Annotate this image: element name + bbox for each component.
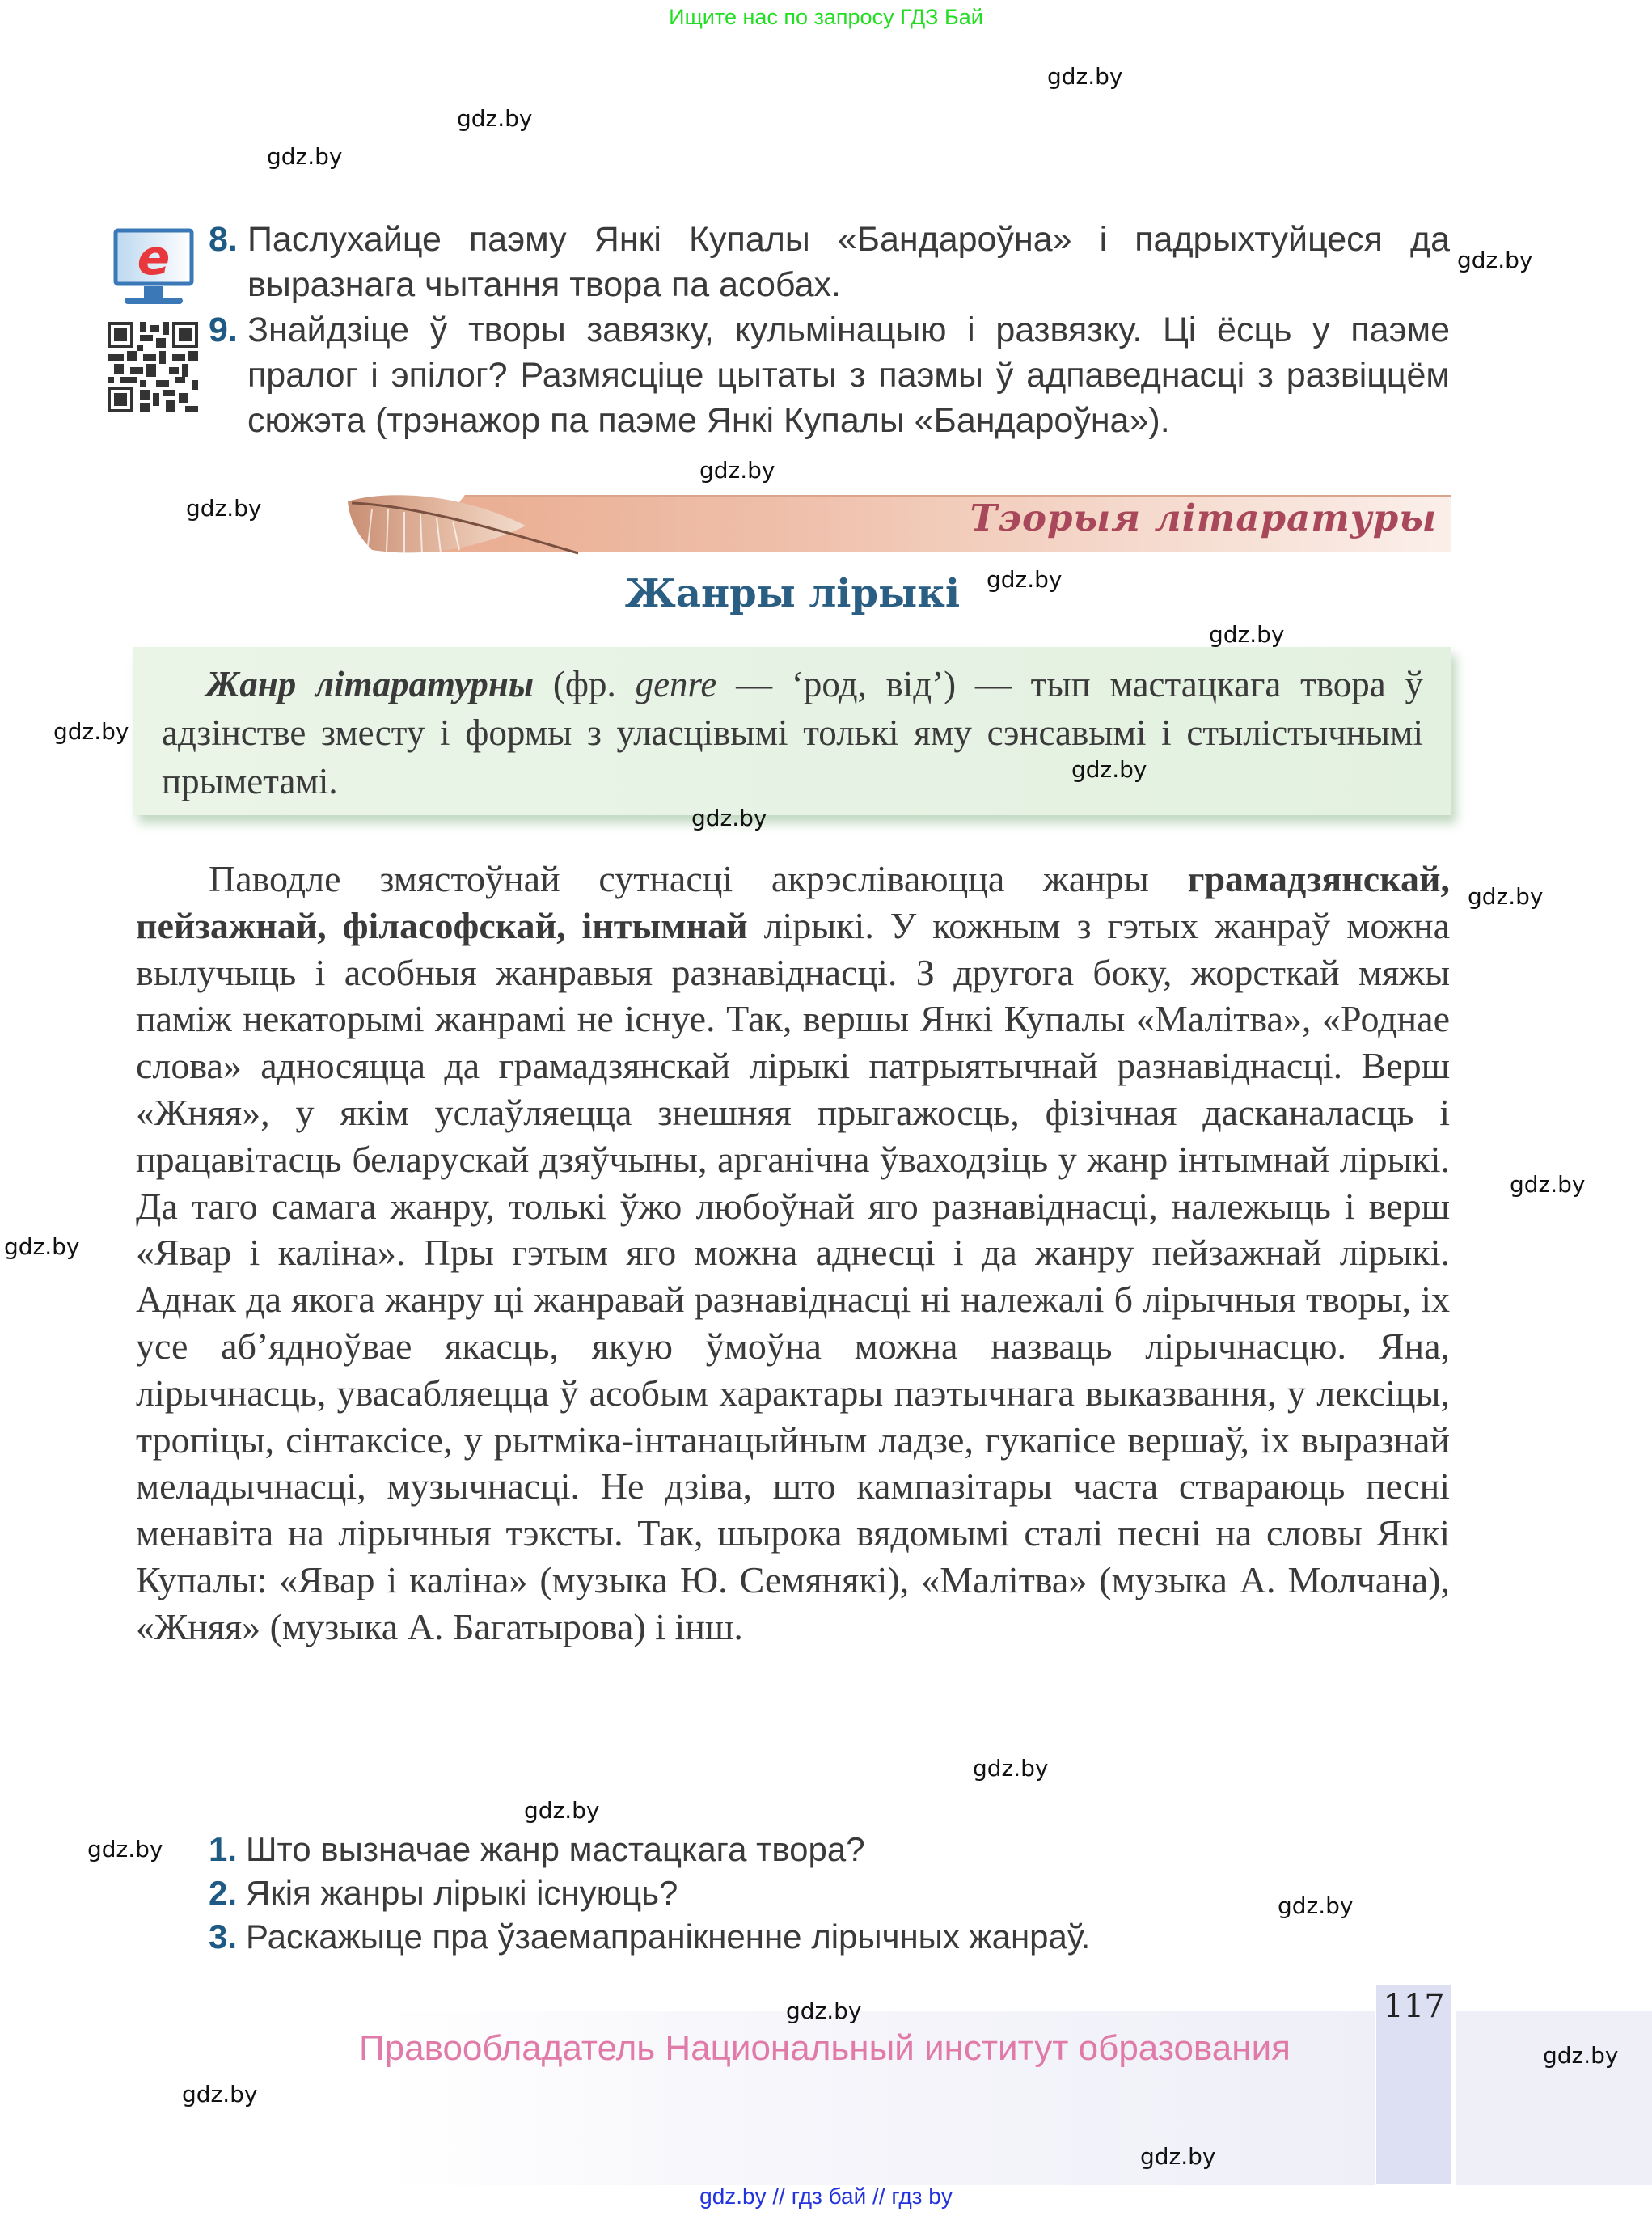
site-links[interactable]: gdz.by // гдз бай // гдз by — [699, 2184, 953, 2209]
copyright-notice: Правообладатель Национальный институт образования — [359, 2028, 1291, 2068]
watermark: gdz.by — [1209, 621, 1285, 648]
questions-list — [209, 1828, 1090, 1959]
definition-rest: — ‘род, від’) — тып мастацкага твора ў адзінстве зместу і формы з уласцівымі толькі яму сэнсавымі і стылістычнымі прыметамі. — [162, 664, 1424, 801]
page-number-tab — [1376, 1985, 1451, 2184]
task-number: 8. — [209, 220, 238, 259]
task-item — [209, 307, 1450, 443]
search-hint-banner: Ищите нас по запросу ГДЗ Бай — [669, 5, 983, 29]
watermark: gdz.by — [973, 1755, 1049, 1782]
watermark: gdz.by — [53, 718, 129, 745]
watermark: gdz.by — [524, 1797, 600, 1824]
definition-part: (фр. — [534, 664, 636, 704]
watermark: gdz.by — [1047, 63, 1123, 90]
watermark: gdz.by — [699, 457, 775, 484]
question-text: Што вызначае жанр мастацкага твора? — [246, 1830, 865, 1868]
task-item — [209, 217, 1450, 307]
watermark: gdz.by — [1468, 883, 1544, 910]
watermark: gdz.by — [182, 2081, 258, 2108]
question-number: 2. — [209, 1874, 238, 1912]
watermark: gdz.by — [1140, 2143, 1216, 2170]
watermark: gdz.by — [691, 805, 767, 831]
question-number: 1. — [209, 1830, 238, 1868]
body-rest: лірыкі. У кожным з гэтых жанраў можна вылучыць і асобныя жанравыя разнавіднасці. З другога боку, жорсткай мяжы паміж некаторымі жанрамі не існуе. Так, вершы Янкі Купалы «Малітва», «Роднае слова» адносяцца да грамадзянскай лірыкі патрыятычнай разнавіднасці. Верш «Жняя», у якім услаўляецца знешняя прыгажосць, фізічная дасканаласць і працавітасць беларускай дзяўчыны, арганічна ўваходзіць у жанр інтымнай лірыкі. Да таго самага жанру, толькі ўжо любоўнай яго разнавіднасці, належыць і верш «Явар і каліна». Пры гэтым яго можна аднесці і да жанру пейзажнай лірыкі. Аднак да якога жанру ці жанравай разнавіднасці ні належалі б лірычныя творы, іх усе аб’ядноўвае якасць, якую ўмоўна можна назваць лірычнасцю. Яна, лірычнасць, увасабляецца ў асобым характары паэтычнага выказвання, у лексіцы, тропіцы, сінтаксісе, у рытміка-інтанацыйным ладзе, гукапісе вершаў, іх выразнай меладычнасці, музычнасці. Не дзіва, што кампазітары часта ствараюць песні менавіта на лірычныя тэксты. Так, шырока вядомымі сталі песні на словы Янкі Купалы: «Явар і каліна» (музыка Ю. Семянякі), «Малітва» (музыка А. Молчана), «Жняя» (музыка А. Багатырова) і інш. — [136, 904, 1450, 1647]
question-text: Раскажыце пра ўзаемапранікненне лірычных жанраў. — [246, 1917, 1091, 1956]
definition-box — [133, 647, 1451, 815]
feather-icon — [340, 485, 582, 563]
watermark: gdz.by — [786, 1998, 862, 2024]
question-text: Якія жанры лірыкі існуюць? — [246, 1874, 678, 1912]
qr-code-icon[interactable] — [108, 322, 198, 412]
page-number: 117 — [1383, 1988, 1445, 2025]
definition-term: Жанр літаратурны — [206, 664, 534, 704]
watermark: gdz.by — [1543, 2042, 1619, 2069]
tasks-list — [209, 217, 1450, 443]
watermark: gdz.by — [1071, 756, 1147, 783]
task-text: Паслухайце паэму Янкі Купалы «Бандароўна» і падрыхтуйцеся да выразнага чытання твора па асобах. — [247, 220, 1450, 304]
watermark: gdz.by — [87, 1836, 163, 1862]
banner-title: Тэорыя літаратуры — [970, 497, 1437, 539]
body-intro: Паводле змястоўнай сутнасці акрэсліваюцца жанры — [209, 858, 1188, 899]
theory-banner — [340, 492, 1451, 556]
watermark: gdz.by — [186, 495, 262, 522]
svg-text:e: e — [137, 230, 171, 286]
task-number: 9. — [209, 311, 238, 349]
question-item — [209, 1915, 1090, 1959]
definition-text — [133, 660, 1451, 805]
body-genres-bold: грамадзянскай, пейзажнай, філасофскай, інтымнай — [136, 858, 1450, 946]
watermark: gdz.by — [1457, 247, 1533, 273]
watermark: gdz.by — [987, 566, 1063, 593]
body-paragraph — [136, 856, 1450, 1651]
watermark: gdz.by — [457, 105, 533, 132]
watermark: gdz.by — [1278, 1892, 1354, 1919]
electronic-resource-icon[interactable] — [113, 228, 194, 306]
watermark: gdz.by — [267, 143, 343, 170]
question-item — [209, 1828, 1090, 1871]
question-item — [209, 1871, 1090, 1915]
task-text: Знайдзіце ў творы завязку, кульмінацыю і развязку. Ці ёсць у паэме пралог і эпілог? Размясціце цытаты з паэмы ў адпаведнасці з развіццём сюжэта (трэнажор па паэме Янкі Купалы «Бандароўна»). — [247, 311, 1450, 440]
foreign-word: genre — [635, 664, 717, 704]
watermark: gdz.by — [1510, 1171, 1586, 1198]
question-number: 3. — [209, 1917, 238, 1956]
footer-band-right — [1456, 2011, 1652, 2185]
section-heading: Жанры лірыкі — [624, 571, 961, 616]
watermark: gdz.by — [4, 1233, 80, 1260]
